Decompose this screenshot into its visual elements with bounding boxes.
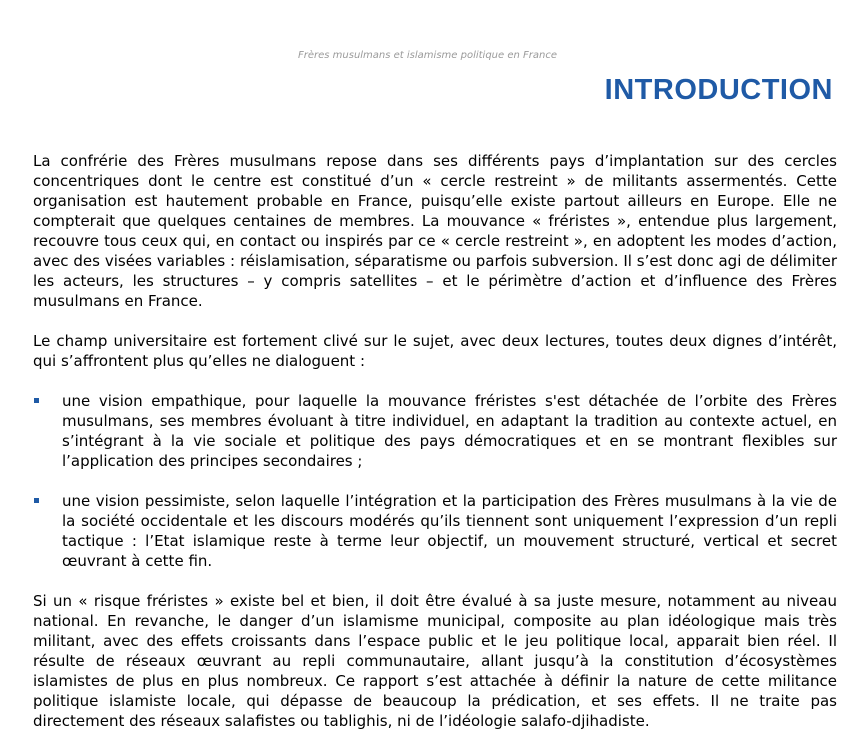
running-header: Frères musulmans et islamisme politique en France [297, 50, 557, 61]
closing-paragraph: Si un « risque fréristes » existe bel et bien, il doit être évalué à sa juste mesure, notamment au niveau national. En revanche, le danger d’un islamisme municipal, composite au plan idéologique mais très militant, avec des effets croissants dans l’espace public et le jeu politique local, apparait bien réel. Il résulte de réseaux œuvrant au repli communautaire, allant jusqu’à la constitution d’écosystèmes islamistes de plus en plus nombreux. Ce rapport s’est attachée à définir la nature de cette militance politique islamiste locale, qui dépasse de beaucoup la prédication, et ses effets. Il ne traite pas directement des réseaux salafistes ou tablighis, ni de l’idéologie salafo-djihadiste. [33, 592, 837, 730]
section-title: INTRODUCTION [604, 74, 833, 106]
document-body [33, 151, 837, 731]
bullet-text: une vision pessimiste, selon laquelle l’intégration et la participation des Frères musulmans à la vie de la société occidentale et les discours modérés qu’ils tiennent sont uniquement l’expression d’un repli tactique : l’Etat islamique reste à terme leur objectif, un mouvement structuré, vertical et secret œuvrant à cette fin. [62, 492, 837, 570]
list-item [33, 491, 837, 571]
intro-paragraph-1: La confrérie des Frères musulmans repose dans ses différents pays d’implantation sur des cercles concentriques dont le centre est constitué d’un « cercle restreint » de militants assermentés. Cette organisation est hautement probable en France, puisqu’elle existe partout ailleurs en Europe. Elle ne compterait que quelques centaines de membres. La mouvance « fréristes », entendue plus largement, recouvre tous ceux qui, en contact ou inspirés par ce « cercle restreint », en adoptent les modes d’action, avec des visées variables : réislamisation, séparatisme ou parfois subversion. Il s’est donc agi de délimiter les acteurs, les structures – y compris satellites – et le périmètre d’action et d’influence des Frères musulmans en France. [33, 152, 837, 310]
bullet-text: une vision empathique, pour laquelle la mouvance fréristes s'est détachée de l’orbite des Frères musulmans, ses membres évoluant à titre individuel, en adaptant la tradition au contexte actuel, en s’intégrant à la vie sociale et politique des pays démocratiques et en se montrant flexibles sur l’application des principes secondaires ; [62, 392, 837, 470]
square-bullet-icon [34, 498, 39, 503]
square-bullet-icon [34, 398, 39, 403]
list-item [33, 391, 837, 471]
intro-paragraph-2: Le champ universitaire est fortement clivé sur le sujet, avec deux lectures, toutes deux dignes d’intérêt, qui s’affrontent plus qu’elles ne dialoguent : [33, 332, 837, 370]
bullet-list [33, 391, 837, 571]
